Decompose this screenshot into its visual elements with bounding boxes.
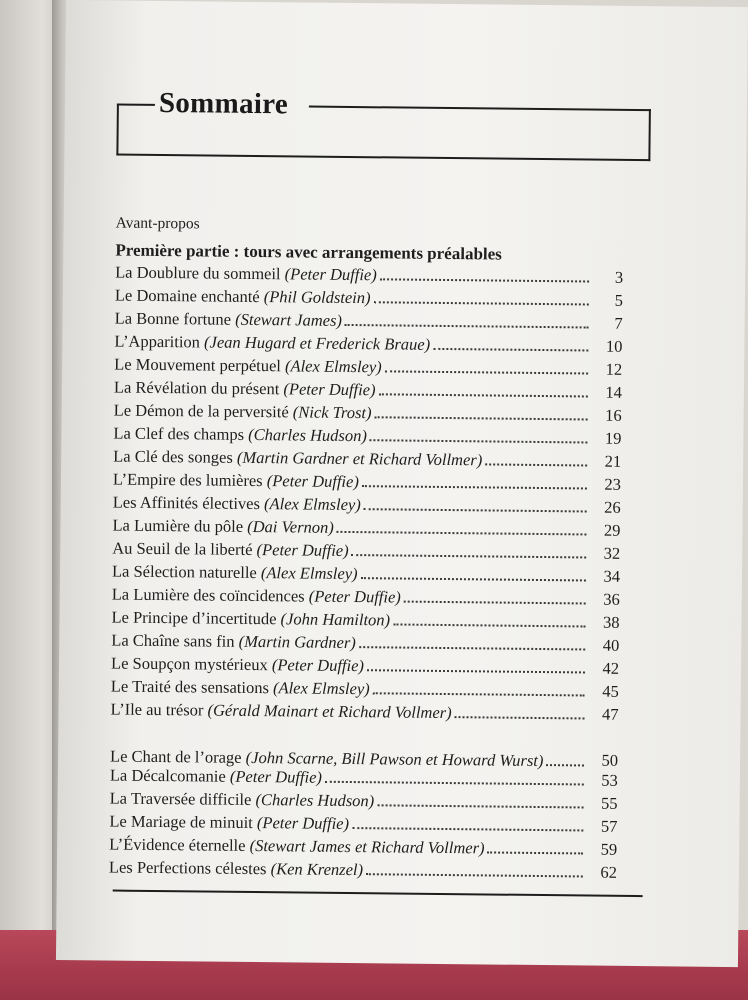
dot-leader <box>380 278 589 282</box>
toc-entry-page-number: 62 <box>600 862 617 882</box>
toc-entry-title: La Lumière des coïncidences <box>111 584 305 606</box>
toc-entry-text <box>110 767 322 787</box>
toc-entry-text <box>111 678 370 699</box>
toc-entry-title: Le Traité des sensations <box>110 676 270 698</box>
dot-leader <box>379 393 588 397</box>
toc-entry-page-number: 3 <box>614 267 624 287</box>
toc-entry-author: (Phil Goldstein) <box>263 287 371 308</box>
toc-entry-page-number: 47 <box>601 704 619 724</box>
toc-entry-title: Le Mariage de minuit <box>109 811 253 833</box>
dot-leader <box>345 324 589 329</box>
toc-entry-title: La Chaîne sans fin <box>111 630 235 651</box>
toc-entry-author: (Peter Duffie) <box>283 379 376 400</box>
toc-entry-title: Les Affinités électives <box>112 492 261 514</box>
toc-entry-title: Le Soupçon mystérieux <box>110 653 268 675</box>
toc-entry-text <box>114 356 382 377</box>
toc-entry-author: (Peter Duffie) <box>308 586 401 607</box>
toc-entry-page-number: 34 <box>603 566 621 586</box>
toc-entry-page-number: 21 <box>604 451 622 471</box>
toc-entry-page-number: 38 <box>602 612 620 632</box>
toc-entry-title: Le Mouvement perpétuel <box>114 354 282 376</box>
toc-entry-title: La Sélection naturelle <box>111 561 257 583</box>
toc-entry-title: La Décalcomanie <box>109 765 226 786</box>
toc-entry-author: (Peter Duffie) <box>256 813 350 834</box>
toc-entry-page-number: 45 <box>602 681 619 701</box>
dot-leader <box>370 439 588 443</box>
toc-entry-text <box>113 448 482 470</box>
dot-leader <box>485 463 587 466</box>
dot-leader <box>433 348 588 352</box>
toc-entry-text <box>114 402 372 423</box>
toc-entry-title: La Traversée difficile <box>109 788 252 809</box>
toc-entry-author: (Alex Elmsley) <box>260 563 358 584</box>
toc-entry-page-number: 59 <box>600 839 618 859</box>
toc-entry-title: L’Ile au trésor <box>110 699 204 720</box>
toc-entry-text <box>109 858 363 879</box>
toc-entry-page-number: 57 <box>600 816 618 836</box>
toc-entry-page-number: 19 <box>604 428 622 448</box>
toc-entry-text <box>115 310 342 330</box>
toc-entry-text <box>110 790 375 811</box>
toc-entry-author: (Peter Duffie) <box>229 766 323 787</box>
toc-entry-title: Le Principe d’incertitude <box>111 607 277 629</box>
toc-entry-author: (Gérald Mainart et Richard Vollmer) <box>207 700 452 723</box>
toc-entry-page-number: 42 <box>602 658 620 678</box>
dot-leader <box>404 601 586 605</box>
toc-entry-page-number: 50 <box>601 750 619 770</box>
toc-entry-title: La Clef des champs <box>113 423 245 444</box>
toc-entry-title: La Révélation du présent <box>113 377 280 399</box>
toc-entry-author: (Dai Vernon) <box>247 516 334 537</box>
toc-entry-title: La Clé des songes <box>113 446 233 467</box>
dot-leader <box>374 301 589 305</box>
toc-entry-author: (Charles Hudson) <box>255 790 375 811</box>
toc-entry-list <box>109 263 623 886</box>
toc-entry-author: (Martin Gardner) <box>238 631 356 653</box>
toc-entry-page-number: 12 <box>605 359 623 379</box>
toc-entry-page-number: 5 <box>614 290 623 310</box>
toc-entry-author: (Nick Trost) <box>292 402 372 423</box>
toc-entry-author: (Stewart James et Richard Vollmer) <box>249 835 485 858</box>
toc-entry-page-number: 55 <box>601 793 618 813</box>
toc-entry-page-number: 16 <box>605 405 622 425</box>
dot-leader <box>352 827 583 831</box>
toc-entry-title: Au Seuil de la liberté <box>112 538 253 559</box>
toc-entry-title: L’Évidence éternelle <box>109 834 246 855</box>
bottom-rule <box>113 890 643 898</box>
dot-leader <box>352 554 587 558</box>
toc-entry-page-number: 23 <box>604 474 622 494</box>
toc-entry-author: (Alex Elmsley) <box>264 494 361 515</box>
toc-entry-text <box>113 471 359 492</box>
toc-entry-author: (Ken Krenzel) <box>270 859 364 880</box>
dot-leader <box>325 781 584 786</box>
dot-leader <box>455 716 585 719</box>
toc-entry-text <box>112 517 333 537</box>
dot-leader <box>385 370 588 374</box>
toc-entry-text <box>112 563 358 584</box>
part-heading: Première partie : tours avec arrangements préalables <box>115 240 502 264</box>
toc-entry-title: L’Empire des lumières <box>112 469 263 491</box>
toc-entry <box>109 857 617 885</box>
dot-leader <box>367 669 585 673</box>
toc-entry-title: La Bonne fortune <box>114 308 232 329</box>
toc-entry-page-number: 29 <box>603 520 621 540</box>
toc-entry-author: (Peter Duffie) <box>271 655 365 676</box>
toc-entry-text <box>110 701 451 723</box>
toc-entry-title: La Lumière du pôle <box>112 515 244 536</box>
toc-entry-text <box>112 540 349 560</box>
toc-entry-author: (Martin Gardner et Richard Vollmer) <box>236 447 483 470</box>
toc-entry-title: Les Perfections célestes <box>108 857 267 879</box>
page-title: Sommaire <box>158 86 289 121</box>
dot-leader <box>488 851 584 854</box>
dot-leader <box>377 804 583 808</box>
dot-leader <box>374 416 587 420</box>
toc-entry-author: (John Scarne, Bill Pawson et Howard Wurst) <box>245 747 544 771</box>
toc-entry-author: (Peter Duffie) <box>284 264 377 285</box>
dot-leader <box>362 485 587 489</box>
toc-entry-author: (Peter Duffie) <box>266 471 359 492</box>
toc-entry-title: Le Démon de la perversité <box>113 400 289 422</box>
toc-entry-text <box>111 609 390 630</box>
table-of-contents <box>109 215 624 886</box>
toc-entry-text <box>114 379 376 400</box>
dot-leader <box>361 577 586 581</box>
toc-entry-author: (Alex Elmsley) <box>272 678 370 699</box>
toc-entry-text <box>111 655 364 676</box>
toc-entry-author: (Jean Hugard et Frederick Braue) <box>203 332 431 354</box>
toc-entry-page-number: 10 <box>605 336 623 356</box>
toc-entry-page-number: 26 <box>604 497 621 517</box>
toc-entry-text <box>109 813 349 834</box>
dot-leader <box>373 692 585 696</box>
toc-entry-author: (Peter Duffie) <box>256 540 349 560</box>
toc-entry-author: (John Hamilton) <box>280 609 391 630</box>
toc-entry-title: La Doublure du sommeil <box>115 262 281 284</box>
toc-entry-page-number: 53 <box>601 770 618 790</box>
toc-entry-text <box>115 287 371 308</box>
toc-entry <box>110 723 618 771</box>
toc-entry-title: Le Domaine enchanté <box>114 285 260 307</box>
dot-leader <box>359 646 585 650</box>
toc-entry-page-number: 7 <box>614 313 623 333</box>
toc-entry-text <box>109 835 485 857</box>
toc-entry-page-number: 40 <box>602 635 620 655</box>
toc-entry-page-number: 32 <box>603 543 621 563</box>
toc-entry-title: L’Apparition <box>114 331 201 352</box>
dot-leader <box>393 623 585 627</box>
toc-entry-title: Le Chant de l’orage <box>109 746 242 767</box>
dot-leader <box>366 873 583 877</box>
dot-leader <box>364 508 587 512</box>
previous-page-edge <box>0 0 60 1000</box>
dot-leader <box>337 531 587 536</box>
toc-entry-page-number: 14 <box>605 382 623 402</box>
toc-entry-page-number: 36 <box>603 589 620 609</box>
toc-entry-text <box>113 494 361 515</box>
toc-entry-text <box>115 264 377 285</box>
preface-entry: Avant-propos <box>115 214 200 233</box>
toc-entry-text <box>114 333 430 354</box>
toc-entry-text <box>112 586 401 607</box>
toc-entry-text <box>111 632 356 653</box>
toc-entry-author: (Stewart James) <box>235 309 343 330</box>
toc-entry-author: (Charles Hudson) <box>248 424 367 446</box>
book-page <box>56 0 748 967</box>
toc-entry-text <box>113 425 367 446</box>
toc-entry-author: (Alex Elmsley) <box>284 356 382 377</box>
dot-leader <box>546 764 584 766</box>
